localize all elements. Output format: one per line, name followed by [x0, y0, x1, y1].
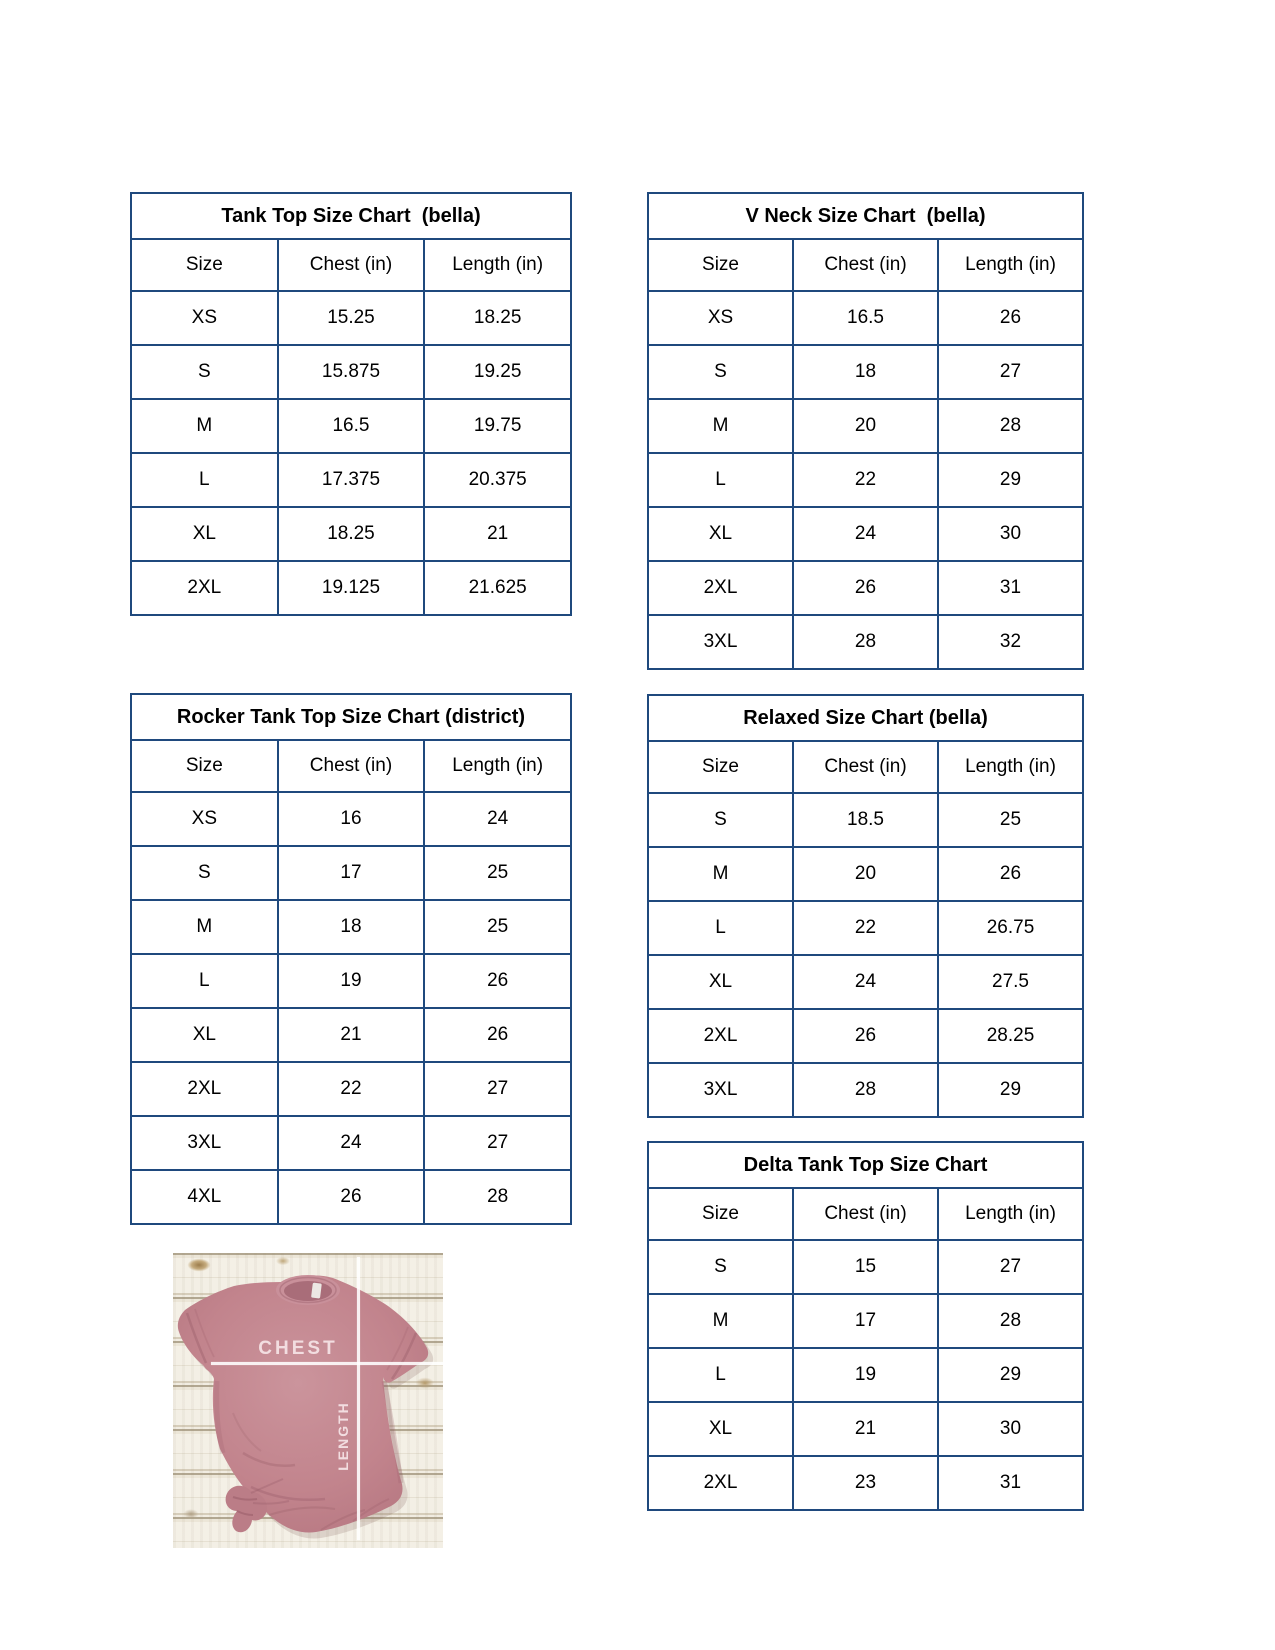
- table-cell: S: [648, 1240, 793, 1294]
- table-cell: 30: [938, 507, 1083, 561]
- table-cell: M: [648, 1294, 793, 1348]
- table-cell: 29: [938, 1063, 1083, 1117]
- header-row: [648, 239, 1083, 291]
- table-cell: 28: [793, 615, 938, 669]
- table-cell: 29: [938, 1348, 1083, 1402]
- table-cell: 27: [424, 1116, 571, 1170]
- v-neck-size-chart-title: V Neck Size Chart (bella): [647, 192, 1084, 240]
- table-cell: 28.25: [938, 1009, 1083, 1063]
- header-row: [648, 1188, 1083, 1240]
- table-cell: 2XL: [648, 1456, 793, 1510]
- table-cell: 20: [793, 847, 938, 901]
- table-cell: M: [131, 900, 278, 954]
- table-cell: S: [131, 345, 278, 399]
- tshirt-illustration: [173, 1253, 443, 1548]
- table-cell: 22: [793, 453, 938, 507]
- table-cell: 25: [938, 793, 1083, 847]
- table-cell: XS: [131, 291, 278, 345]
- table-row: [648, 561, 1083, 615]
- table-cell: 28: [938, 1294, 1083, 1348]
- table-cell: 31: [938, 561, 1083, 615]
- header-row: [131, 239, 571, 291]
- table-cell: 26: [278, 1170, 425, 1224]
- table-cell: L: [648, 453, 793, 507]
- column-header: Size: [131, 740, 278, 792]
- table-row: [131, 345, 571, 399]
- table-cell: 27: [938, 1240, 1083, 1294]
- table-cell: 25: [424, 846, 571, 900]
- table-cell: XS: [648, 291, 793, 345]
- column-header: Size: [131, 239, 278, 291]
- column-header: Size: [648, 741, 793, 793]
- table-cell: M: [648, 847, 793, 901]
- table-cell: L: [131, 453, 278, 507]
- tshirt-measurement-photo: [173, 1253, 443, 1548]
- table-cell: 28: [793, 1063, 938, 1117]
- table-cell: XL: [131, 507, 278, 561]
- table-cell: 18.25: [424, 291, 571, 345]
- collar-opening: [284, 1281, 332, 1301]
- table-cell: XL: [648, 955, 793, 1009]
- table-cell: 27: [938, 345, 1083, 399]
- column-header: Length (in): [424, 239, 571, 291]
- header-row: [131, 740, 571, 792]
- table-row: [131, 1170, 571, 1224]
- table-cell: 18.25: [278, 507, 425, 561]
- table-cell: 3XL: [648, 1063, 793, 1117]
- table-cell: 19.75: [424, 399, 571, 453]
- table-cell: 23: [793, 1456, 938, 1510]
- table-cell: 2XL: [131, 561, 278, 615]
- column-header: Size: [648, 239, 793, 291]
- relaxed-size-chart-grid: [647, 740, 1084, 1118]
- table-cell: 15.875: [278, 345, 425, 399]
- column-header: Chest (in): [278, 239, 425, 291]
- table-row: [648, 399, 1083, 453]
- table-row: [131, 1062, 571, 1116]
- table-row: [648, 955, 1083, 1009]
- table-row: [131, 507, 571, 561]
- table-cell: 28: [424, 1170, 571, 1224]
- delta-tank-top-size-chart-title: Delta Tank Top Size Chart: [647, 1141, 1084, 1189]
- table-row: [648, 345, 1083, 399]
- table-cell: 18: [793, 345, 938, 399]
- delta-tank-top-size-chart: [647, 1141, 1084, 1511]
- length-label: LENGTH: [335, 1401, 351, 1471]
- column-header: Chest (in): [793, 741, 938, 793]
- table-row: [131, 792, 571, 846]
- table-cell: L: [648, 1348, 793, 1402]
- table-cell: XL: [648, 507, 793, 561]
- table-row: [648, 1240, 1083, 1294]
- tank-top-size-chart: [130, 192, 572, 616]
- table-cell: 15.25: [278, 291, 425, 345]
- table-row: [131, 399, 571, 453]
- table-cell: XS: [131, 792, 278, 846]
- table-cell: 22: [793, 901, 938, 955]
- table-cell: 20: [793, 399, 938, 453]
- table-cell: 22: [278, 1062, 425, 1116]
- column-header: Size: [648, 1188, 793, 1240]
- v-neck-size-chart-grid: [647, 238, 1084, 670]
- delta-tank-top-size-chart-grid: [647, 1187, 1084, 1511]
- table-cell: 21.625: [424, 561, 571, 615]
- table-cell: 29: [938, 453, 1083, 507]
- table-cell: M: [131, 399, 278, 453]
- column-header: Chest (in): [793, 239, 938, 291]
- v-neck-size-chart: [647, 192, 1084, 670]
- column-header: Length (in): [938, 239, 1083, 291]
- table-row: [648, 1063, 1083, 1117]
- table-cell: 20.375: [424, 453, 571, 507]
- table-cell: 16.5: [278, 399, 425, 453]
- table-cell: 26.75: [938, 901, 1083, 955]
- table-cell: 3XL: [131, 1116, 278, 1170]
- table-cell: 26: [424, 1008, 571, 1062]
- table-cell: S: [131, 846, 278, 900]
- table-cell: 16.5: [793, 291, 938, 345]
- table-cell: 28: [938, 399, 1083, 453]
- table-row: [131, 954, 571, 1008]
- rocker-tank-top-size-chart-grid: [130, 739, 572, 1225]
- table-row: [648, 1009, 1083, 1063]
- table-row: [131, 900, 571, 954]
- column-header: Length (in): [938, 1188, 1083, 1240]
- table-row: [131, 561, 571, 615]
- table-cell: 24: [424, 792, 571, 846]
- table-cell: 19.125: [278, 561, 425, 615]
- table-row: [648, 1456, 1083, 1510]
- table-cell: XL: [131, 1008, 278, 1062]
- table-cell: 18: [278, 900, 425, 954]
- table-cell: 26: [424, 954, 571, 1008]
- table-row: [648, 793, 1083, 847]
- table-cell: 4XL: [131, 1170, 278, 1224]
- relaxed-size-chart-title: Relaxed Size Chart (bella): [647, 694, 1084, 742]
- chest-label: CHEST: [258, 1338, 338, 1359]
- table-row: [131, 1008, 571, 1062]
- column-header: Length (in): [938, 741, 1083, 793]
- table-cell: M: [648, 399, 793, 453]
- table-cell: 18.5: [793, 793, 938, 847]
- table-cell: 32: [938, 615, 1083, 669]
- table-cell: 17: [793, 1294, 938, 1348]
- table-cell: 2XL: [648, 561, 793, 615]
- table-row: [648, 1402, 1083, 1456]
- table-row: [648, 507, 1083, 561]
- table-cell: 19: [278, 954, 425, 1008]
- table-cell: 30: [938, 1402, 1083, 1456]
- table-cell: 24: [793, 507, 938, 561]
- table-row: [131, 1116, 571, 1170]
- table-row: [131, 291, 571, 345]
- table-row: [648, 453, 1083, 507]
- table-row: [648, 291, 1083, 345]
- table-cell: 21: [793, 1402, 938, 1456]
- table-row: [648, 847, 1083, 901]
- table-cell: 21: [278, 1008, 425, 1062]
- table-row: [131, 846, 571, 900]
- rocker-tank-top-size-chart-title: Rocker Tank Top Size Chart (district): [130, 693, 572, 741]
- table-row: [648, 1348, 1083, 1402]
- header-row: [648, 741, 1083, 793]
- table-cell: 27.5: [938, 955, 1083, 1009]
- table-row: [648, 615, 1083, 669]
- table-cell: 26: [793, 1009, 938, 1063]
- table-row: [648, 1294, 1083, 1348]
- table-cell: XL: [648, 1402, 793, 1456]
- table-cell: 2XL: [648, 1009, 793, 1063]
- table-cell: 19.25: [424, 345, 571, 399]
- table-cell: 3XL: [648, 615, 793, 669]
- tank-top-size-chart-grid: [130, 238, 572, 616]
- table-cell: 2XL: [131, 1062, 278, 1116]
- table-cell: L: [648, 901, 793, 955]
- table-cell: 31: [938, 1456, 1083, 1510]
- rocker-tank-top-size-chart: [130, 693, 572, 1225]
- column-header: Chest (in): [793, 1188, 938, 1240]
- relaxed-size-chart: [647, 694, 1084, 1118]
- table-cell: 16: [278, 792, 425, 846]
- table-cell: S: [648, 345, 793, 399]
- column-header: Length (in): [424, 740, 571, 792]
- table-cell: 25: [424, 900, 571, 954]
- table-cell: 17.375: [278, 453, 425, 507]
- table-row: [131, 453, 571, 507]
- table-cell: 21: [424, 507, 571, 561]
- table-cell: L: [131, 954, 278, 1008]
- table-cell: 24: [278, 1116, 425, 1170]
- table-cell: 26: [793, 561, 938, 615]
- table-cell: 26: [938, 847, 1083, 901]
- table-cell: 27: [424, 1062, 571, 1116]
- neck-tag: [311, 1283, 322, 1299]
- table-cell: S: [648, 793, 793, 847]
- length-measure-line: [357, 1257, 360, 1540]
- table-cell: 17: [278, 846, 425, 900]
- table-cell: 15: [793, 1240, 938, 1294]
- table-row: [648, 901, 1083, 955]
- table-cell: 26: [938, 291, 1083, 345]
- table-cell: 19: [793, 1348, 938, 1402]
- tank-top-size-chart-title: Tank Top Size Chart (bella): [130, 192, 572, 240]
- table-cell: 24: [793, 955, 938, 1009]
- column-header: Chest (in): [278, 740, 425, 792]
- chest-measure-line: [211, 1362, 443, 1365]
